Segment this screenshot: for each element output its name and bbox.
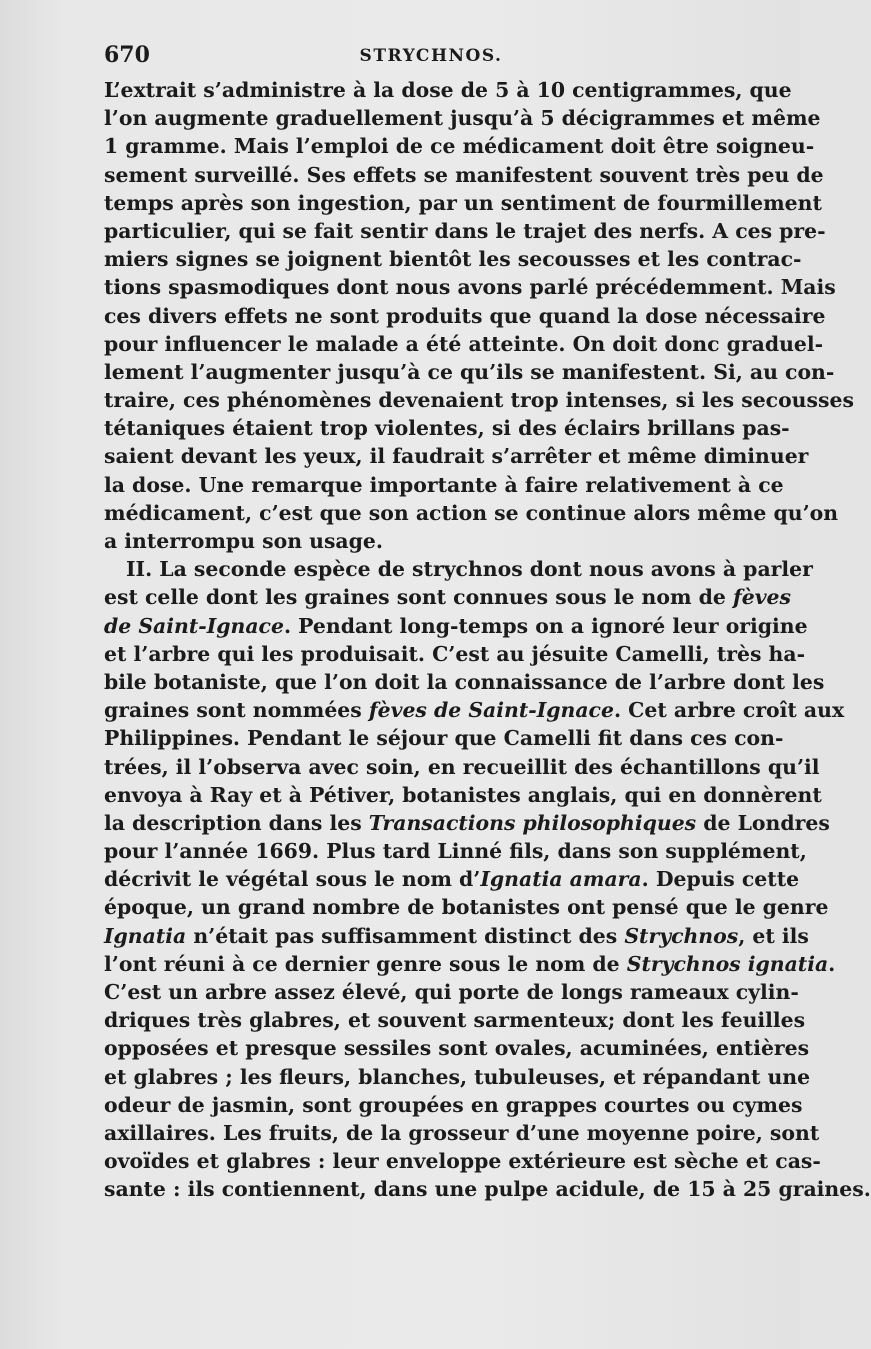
- text-segment: pour l’année 1669. Plus tard Linné fils, dans son supplément,: [104, 839, 807, 864]
- text-segment: sante : ils contiennent, dans une pulpe acidule, de 15 à 25 graines.: [104, 1177, 871, 1202]
- text-segment: .: [828, 951, 836, 976]
- text-line: [104, 922, 809, 950]
- text-segment: trées, il l’observa avec soin, en recueillit des échantillons qu’il: [104, 754, 820, 779]
- text-line: [104, 189, 822, 217]
- text-line: [104, 1147, 821, 1175]
- text-line: [104, 132, 815, 160]
- text-segment: temps après son ingestion, par un sentiment de fourmillement: [104, 190, 822, 215]
- text-line: [104, 161, 824, 189]
- text-segment: tétaniques étaient trop violentes, si des éclairs brillans pas-: [104, 416, 790, 441]
- text-segment: l’on augmente graduellement jusqu’à 5 décigrammes et même: [104, 106, 821, 131]
- text-segment: décrivit le végétal sous le nom d’: [104, 867, 481, 892]
- text-segment: . Pendant long-temps on a ignoré leur origine: [283, 613, 808, 638]
- text-line: [104, 302, 826, 330]
- text-segment: miers signes se joignent bientôt les secousses et les contrac-: [104, 247, 802, 272]
- italic-segment: de Saint-Ignace: [104, 613, 284, 638]
- text-segment: L’extrait s’administre à la dose de 5 à 10 centigrammes, que: [104, 78, 792, 102]
- text-segment: pour influencer le malade a été atteinte. On doit donc graduel-: [104, 331, 824, 356]
- text-segment: de Londres: [696, 810, 830, 835]
- text-line: [104, 753, 820, 781]
- italic-segment: Strychnos ignatia: [626, 951, 829, 976]
- text-line: [104, 865, 800, 893]
- text-line: [104, 640, 806, 668]
- text-line: [104, 330, 824, 358]
- italic-segment: Transactions philosophiques: [368, 810, 697, 835]
- text-segment: bile botaniste, que l’on doit la connaissance de l’arbre dont les: [104, 669, 825, 694]
- text-segment: Philippines. Pendant le séjour que Camelli fit dans ces con-: [104, 726, 784, 751]
- text-segment: et l’arbre qui les produisait. C’est au jésuite Camelli, très ha-: [104, 641, 806, 666]
- text-segment: . Cet arbre croît aux: [613, 698, 845, 723]
- text-segment: a interrompu son usage.: [104, 529, 383, 553]
- italic-segment: fèves de Saint-Ignace: [368, 698, 614, 723]
- text-line: [104, 471, 784, 499]
- page-number: 670: [104, 42, 150, 68]
- text-line: [104, 893, 829, 921]
- text-line: [104, 837, 807, 865]
- text-line: [104, 724, 784, 752]
- text-segment: odeur de jasmin, sont groupées en grappes courtes ou cymes: [104, 1092, 803, 1117]
- text-segment: C’est un arbre assez élevé, qui porte de longs rameaux cylin-: [104, 980, 799, 1004]
- text-segment: ces divers effets ne sont produits que quand la dose nécessaire: [104, 303, 826, 328]
- text-line: [104, 1006, 806, 1034]
- text-segment: II. La seconde espèce de strychnos dont nous avons à parler: [126, 557, 813, 582]
- text-segment: traire, ces phénomènes devenaient trop intenses, si les secousses: [104, 388, 854, 413]
- text-line: [104, 668, 825, 696]
- text-segment: 1 gramme. Mais l’emploi de ce médicament doit être soigneu-: [104, 134, 815, 159]
- italic-segment: Ignatia amara: [480, 867, 642, 892]
- text-line: [104, 217, 826, 245]
- text-segment: la dose. Une remarque importante à faire relativement à ce: [104, 472, 784, 497]
- text-segment: particulier, qui se fait sentir dans le trajet des nerfs. A ces pre-: [104, 218, 826, 243]
- text-line: [104, 245, 802, 273]
- text-line: [104, 76, 792, 104]
- text-line: [104, 1091, 803, 1119]
- text-segment: . Depuis cette: [641, 867, 800, 892]
- text-segment: la description dans les: [104, 810, 369, 835]
- text-line: [104, 1063, 811, 1091]
- text-line: [104, 442, 809, 470]
- text-line: [104, 696, 845, 724]
- text-line: [104, 104, 821, 132]
- text-segment: graines sont nommées: [104, 698, 369, 723]
- text-line: [104, 358, 835, 386]
- text-line: [104, 1034, 810, 1062]
- body-text: [104, 76, 871, 1204]
- italic-segment: Strychnos: [624, 923, 739, 948]
- text-line: [104, 273, 836, 301]
- text-line: [104, 781, 822, 809]
- text-segment: opposées et presque sessiles sont ovales, acuminées, entières: [104, 1036, 810, 1061]
- text-segment: ovoïdes et glabres : leur enveloppe extérieure est sèche et cas-: [104, 1149, 821, 1174]
- text-line: [104, 978, 799, 1006]
- text-line: [104, 1119, 820, 1147]
- text-segment: est celle dont les graines sont connues sous le nom de: [104, 585, 733, 610]
- text-segment: lement l’augmenter jusqu’à ce qu’ils se manifestent. Si, au con-: [104, 359, 835, 384]
- text-segment: envoya à Ray et à Pétiver, botanistes anglais, qui en donnèrent: [104, 782, 822, 807]
- text-segment: l’ont réuni à ce dernier genre sous le nom de: [104, 951, 627, 976]
- text-line: [104, 527, 758, 555]
- text-segment: saient devant les yeux, il faudrait s’arrêter et même diminuer: [104, 444, 809, 469]
- text-line: [104, 499, 839, 527]
- text-line: [104, 612, 808, 640]
- running-head: [104, 42, 758, 76]
- text-line: [104, 583, 792, 611]
- text-segment: axillaires. Les fruits, de la grosseur d’une moyenne poire, sont: [104, 1120, 820, 1145]
- text-line: [104, 414, 790, 442]
- text-segment: époque, un grand nombre de botanistes ont pensé que le genre: [104, 895, 829, 920]
- text-line: [104, 809, 830, 837]
- text-segment: , et ils: [738, 923, 809, 948]
- italic-segment: fèves: [732, 585, 792, 610]
- text-line: [104, 1175, 871, 1203]
- text-line: [104, 555, 813, 583]
- text-line: [104, 386, 854, 414]
- text-segment: tions spasmodiques dont nous avons parlé précédemment. Mais: [104, 275, 836, 300]
- text-segment: et glabres ; les fleurs, blanches, tubuleuses, et répandant une: [104, 1064, 811, 1089]
- running-title: STRYCHNOS.: [359, 46, 503, 66]
- text-segment: sement surveillé. Ses effets se manifestent souvent très peu de: [104, 162, 824, 187]
- text-segment: driques très glabres, et souvent sarmenteux; dont les feuilles: [104, 1008, 806, 1033]
- text-line: [104, 950, 836, 978]
- text-segment: médicament, c’est que son action se continue alors même qu’on: [104, 500, 839, 525]
- italic-segment: Ignatia: [104, 923, 187, 948]
- text-segment: n’était pas suffisamment distinct des: [186, 923, 625, 948]
